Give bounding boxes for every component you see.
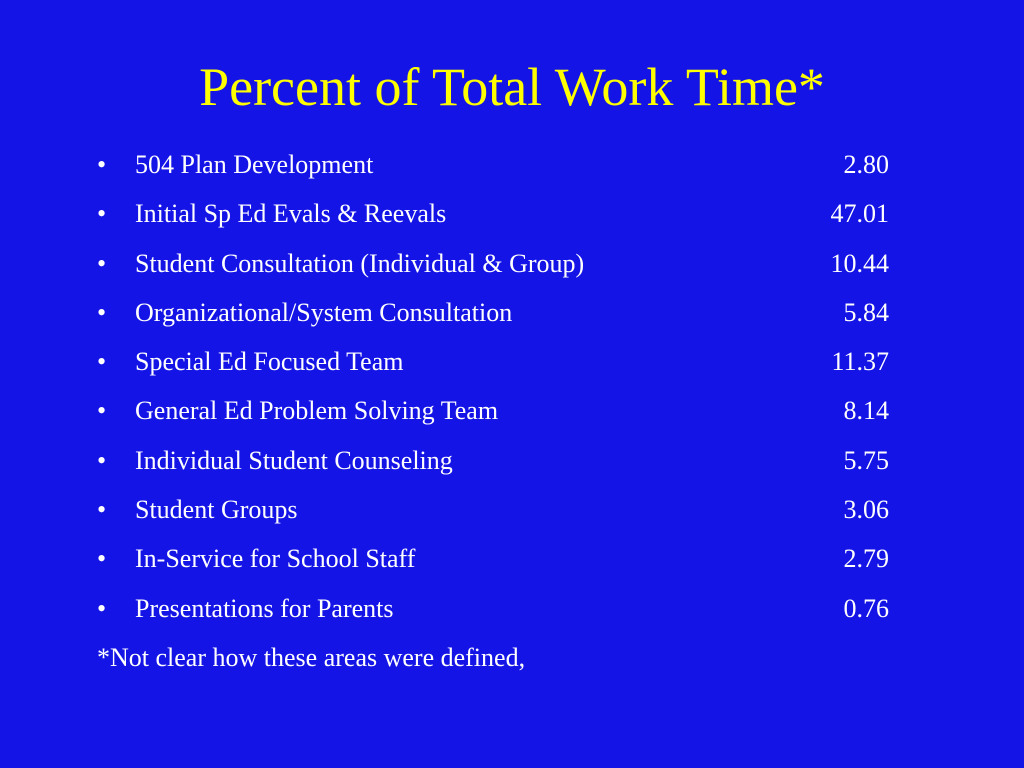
- item-label: In-Service for School Staff: [135, 544, 416, 574]
- bullet-icon: •: [97, 593, 107, 623]
- bullet-icon: •: [97, 150, 107, 179]
- item-value: 5.75: [843, 445, 889, 475]
- list-item: [97, 340, 897, 389]
- item-label: Student Consultation (Individual & Group): [135, 248, 585, 278]
- bullet-icon: •: [97, 495, 107, 525]
- item-label: General Ed Problem Solving Team: [135, 396, 499, 426]
- list-item: [97, 291, 897, 340]
- item-label: Student Groups: [135, 495, 298, 525]
- list-item: [97, 537, 897, 586]
- bullet-icon: •: [97, 248, 107, 278]
- list-item: [97, 192, 897, 241]
- item-label: 504 Plan Development: [135, 150, 374, 179]
- list-item: [97, 242, 897, 291]
- slide-title: Percent of Total Work Time*: [199, 57, 825, 117]
- bullet-icon: •: [97, 297, 107, 327]
- list-item: [97, 488, 897, 537]
- bullet-icon: •: [97, 199, 107, 229]
- list-item: [97, 587, 897, 636]
- item-label: Initial Sp Ed Evals & Reevals: [135, 199, 447, 229]
- bullet-icon: •: [97, 544, 107, 574]
- item-value: 3.06: [843, 495, 889, 525]
- work-time-list: [97, 143, 897, 636]
- bullet-icon: •: [97, 347, 107, 377]
- item-value: 0.76: [843, 593, 889, 623]
- item-value: 8.14: [843, 396, 889, 426]
- item-value: 2.79: [843, 544, 889, 574]
- footnote: *Not clear how these areas were defined,: [97, 643, 526, 672]
- item-value: 10.44: [830, 248, 889, 278]
- list-item: [97, 389, 897, 438]
- item-label: Presentations for Parents: [135, 593, 394, 623]
- item-value: 11.37: [831, 347, 889, 377]
- item-label: Organizational/System Consultation: [135, 297, 513, 327]
- item-value: 47.01: [830, 199, 889, 229]
- bullet-icon: •: [97, 396, 107, 426]
- bullet-icon: •: [97, 445, 107, 475]
- item-value: 5.84: [843, 297, 889, 327]
- item-label: Individual Student Counseling: [135, 445, 453, 475]
- list-item: [97, 439, 897, 488]
- item-value: 2.80: [843, 150, 889, 179]
- list-item: [97, 143, 897, 192]
- item-label: Special Ed Focused Team: [135, 347, 404, 377]
